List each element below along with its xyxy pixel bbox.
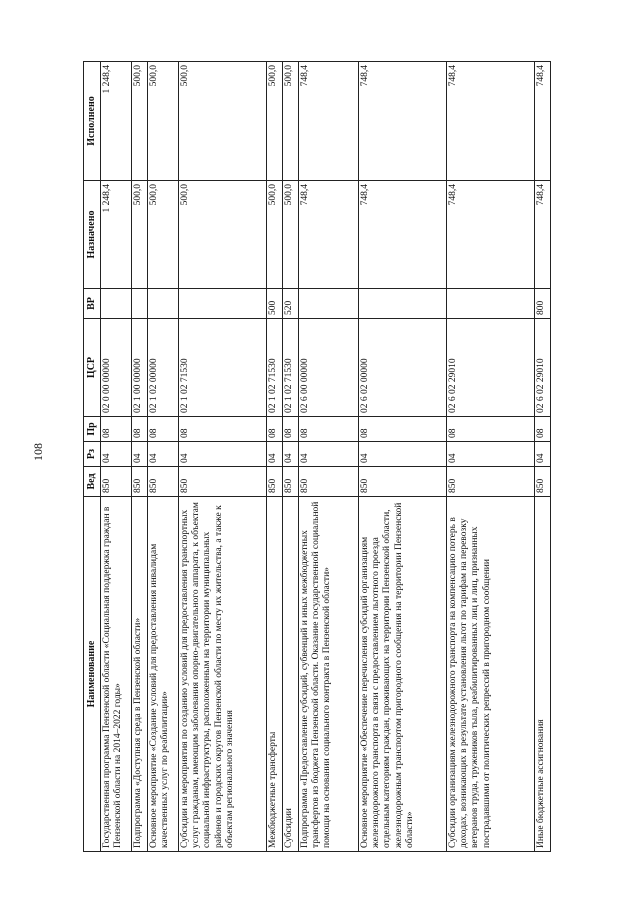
cell-ved: 850 — [283, 467, 299, 497]
table-row — [267, 62, 283, 852]
cell-ved: 850 — [132, 467, 148, 497]
cell-vr — [179, 289, 267, 319]
cell-assigned: 500,0 — [148, 181, 179, 289]
cell-vr — [148, 289, 179, 319]
cell-csr: 02 6 02 29010 — [447, 319, 535, 417]
cell-name: Основное мероприятие «Создание условий для предоставления инвалидам качественных услуг по реабилитации» — [148, 497, 179, 852]
cell-ved: 850 — [359, 467, 447, 497]
cell-executed: 748,4 — [299, 62, 359, 181]
cell-name: Государственная программа Пензенской области «Социальная поддержка граждан в Пензенской области на 2014–2022 годы» — [101, 497, 132, 852]
cell-executed: 1 248,4 — [101, 62, 132, 181]
cell-assigned: 748,4 — [359, 181, 447, 289]
cell-name: Субсидии организациям железнодорожного транспорта на компенсацию потерь в доходах, возникающих в результате установления льгот по тарифам на перевозку ветеранов труда, тружеников тыла, реабилитированных лиц и лиц, признанных пострадавшими от политических репрессий в пригородном сообщении — [447, 497, 535, 852]
cell-pr: 08 — [132, 417, 148, 442]
table-row — [148, 62, 179, 852]
cell-csr: 02 1 02 71530 — [179, 319, 267, 417]
cell-pr: 08 — [283, 417, 299, 442]
table-row — [535, 62, 551, 852]
header-executed: Исполнено — [84, 62, 101, 181]
cell-executed: 748,4 — [359, 62, 447, 181]
cell-vr — [447, 289, 535, 319]
cell-executed: 500,0 — [179, 62, 267, 181]
cell-vr: 520 — [283, 289, 299, 319]
rotated-table-wrapper — [83, 62, 545, 852]
cell-vr — [132, 289, 148, 319]
cell-assigned: 500,0 — [283, 181, 299, 289]
cell-csr: 02 1 02 71530 — [283, 319, 299, 417]
cell-vr — [299, 289, 359, 319]
cell-vr: 500 — [267, 289, 283, 319]
table-row — [359, 62, 447, 852]
header-vr: ВР — [84, 289, 101, 319]
table-row — [132, 62, 148, 852]
cell-name: Межбюджетные трансферты — [267, 497, 283, 852]
cell-ved: 850 — [267, 467, 283, 497]
cell-ved: 850 — [101, 467, 132, 497]
table-row — [101, 62, 132, 852]
cell-ved: 850 — [447, 467, 535, 497]
table-row — [447, 62, 535, 852]
cell-csr: 02 6 02 00000 — [359, 319, 447, 417]
cell-pr: 08 — [447, 417, 535, 442]
cell-pr: 08 — [359, 417, 447, 442]
header-csr: ЦСР — [84, 319, 101, 417]
cell-pr: 08 — [299, 417, 359, 442]
cell-csr: 02 1 02 00000 — [148, 319, 179, 417]
page-number: 108 — [31, 443, 45, 461]
cell-rz: 04 — [359, 442, 447, 467]
cell-name: Субсидии — [283, 497, 299, 852]
cell-rz: 04 — [148, 442, 179, 467]
cell-assigned: 500,0 — [179, 181, 267, 289]
cell-name: Субсидии на мероприятия по созданию условий для предоставления транспортных услуг гражданам, имеющим заболевания опорно-двигательного аппарата, к объектам социальной инфраструктуры, расположенным на территории муниципальных районов и городских округов Пензенской области по месту их жительства, а также к объектам регионального значения — [179, 497, 267, 852]
cell-executed: 500,0 — [267, 62, 283, 181]
cell-assigned: 500,0 — [267, 181, 283, 289]
table-header-row — [84, 62, 101, 852]
cell-pr: 08 — [535, 417, 551, 442]
cell-rz: 04 — [101, 442, 132, 467]
table-row — [179, 62, 267, 852]
cell-ved: 850 — [179, 467, 267, 497]
cell-executed: 748,4 — [447, 62, 535, 181]
cell-pr: 08 — [148, 417, 179, 442]
cell-rz: 04 — [447, 442, 535, 467]
table-row — [299, 62, 359, 852]
cell-executed: 500,0 — [148, 62, 179, 181]
cell-csr: 02 0 00 00000 — [101, 319, 132, 417]
cell-ved: 850 — [535, 467, 551, 497]
cell-rz: 04 — [299, 442, 359, 467]
cell-ved: 850 — [299, 467, 359, 497]
cell-rz: 04 — [535, 442, 551, 467]
cell-name: Иные бюджетные ассигнования — [535, 497, 551, 852]
cell-assigned: 1 248,4 — [101, 181, 132, 289]
cell-executed: 500,0 — [283, 62, 299, 181]
header-name: Наименование — [84, 497, 101, 852]
cell-csr: 02 6 00 00000 — [299, 319, 359, 417]
cell-csr: 02 1 00 00000 — [132, 319, 148, 417]
header-assigned: Назначено — [84, 181, 101, 289]
header-ved: Вед — [84, 467, 101, 497]
cell-assigned: 500,0 — [132, 181, 148, 289]
cell-vr: 800 — [535, 289, 551, 319]
cell-rz: 04 — [283, 442, 299, 467]
cell-assigned: 748,4 — [535, 181, 551, 289]
cell-rz: 04 — [132, 442, 148, 467]
cell-name: Основное мероприятие «Обеспечение перечисления субсидий организациям железнодорожного транспорта в связи с предоставлением льготного проезда отдельным категориям граждан, проживающих на территории Пензенской области, железнодорожным транспортом пригородного сообщения на территории Пензенской области» — [359, 497, 447, 852]
cell-csr: 02 1 02 71530 — [267, 319, 283, 417]
header-pr: Пр — [84, 417, 101, 442]
table-row — [283, 62, 299, 852]
cell-pr: 08 — [101, 417, 132, 442]
cell-pr: 08 — [267, 417, 283, 442]
cell-executed: 500,0 — [132, 62, 148, 181]
cell-assigned: 748,4 — [447, 181, 535, 289]
cell-ved: 850 — [148, 467, 179, 497]
cell-pr: 08 — [179, 417, 267, 442]
cell-assigned: 748,4 — [299, 181, 359, 289]
cell-vr — [359, 289, 447, 319]
cell-rz: 04 — [179, 442, 267, 467]
cell-rz: 04 — [267, 442, 283, 467]
cell-executed: 748,4 — [535, 62, 551, 181]
header-rz: Рз — [84, 442, 101, 467]
budget-table — [83, 61, 551, 852]
cell-name: Подпрограмма «Доступная среда в Пензенской области» — [132, 497, 148, 852]
cell-csr: 02 6 02 29010 — [535, 319, 551, 417]
cell-name: Подпрограмма «Предоставление субсидий, субвенций и иных межбюджетных трансфертов из бюджета Пензенской области. Оказание государственной социальной помощи на основании социального контракта в Пензенской области» — [299, 497, 359, 852]
cell-vr — [101, 289, 132, 319]
